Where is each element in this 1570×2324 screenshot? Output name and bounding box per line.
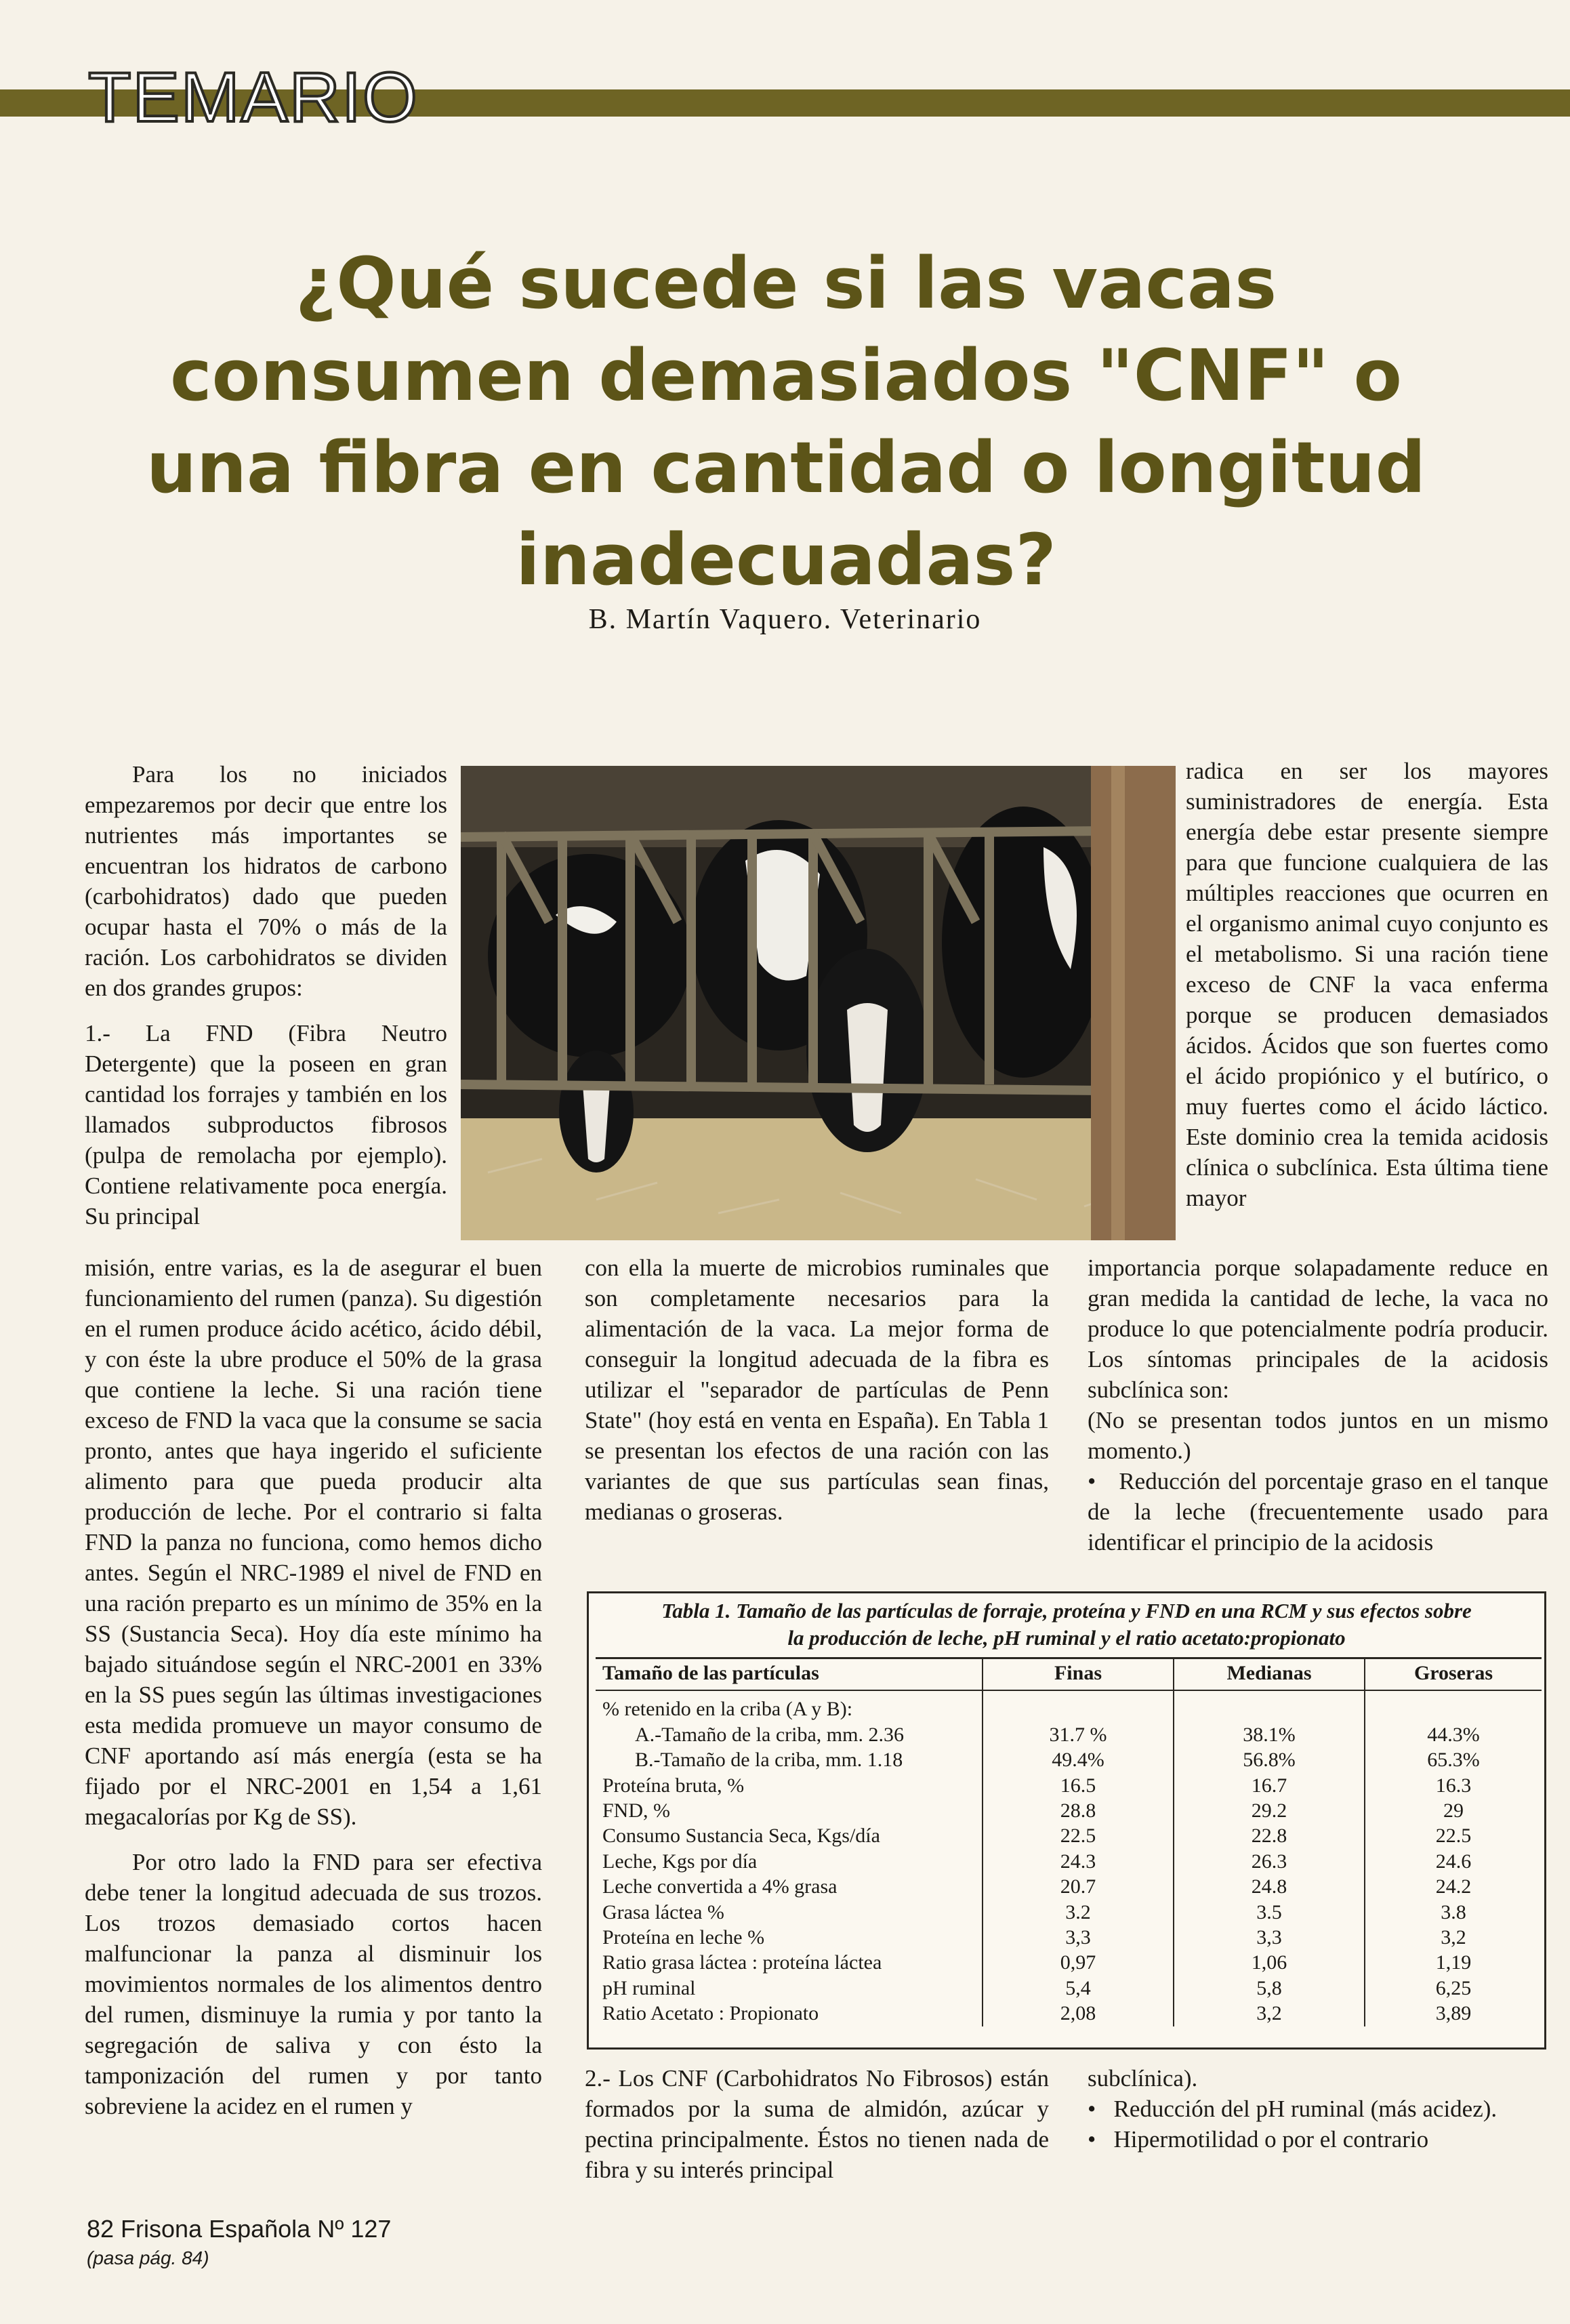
column-3-middle	[1088, 1252, 1548, 1557]
row-label: A.-Tamaño de la criba, mm. 2.36	[635, 1723, 904, 1746]
symptoms-note: (No se presentan todos juntos en un mismo momento.)	[1088, 1407, 1548, 1464]
cell-finas: 24.3	[983, 1849, 1174, 1874]
table-caption-line-1: Tabla 1. Tamaño de las partículas de forraje, proteína y FND en una RCM y sus efectos sobre	[661, 1599, 1472, 1623]
cell-groseras: 1,19	[1365, 1950, 1542, 1975]
cell-groseras	[1365, 1690, 1542, 1721]
column-2-top	[585, 1252, 1049, 1542]
fnd-paragraph-start: 1.- La FND (Fibra Neutro Detergente) que la poseen en gran cantidad los forrajes y también en los llamados subproductos fibrosos (pulpa de remolacha por ejemplo). Contiene relativamente poca energía. Su principal	[85, 1020, 447, 1229]
fiber-length-paragraph: Por otro lado la FND para ser efectiva debe tener la longitud adecuada de sus trozos. Los trozos demasiado cortos hacen malfuncionar la panza al disminuir los movimientos normales de los alimentos dentro del rumen, disminuye la rumia y por tanto la segregación de saliva y con ésto la tamponización del rumen y por tanto sobreviene la acidez en el rumen y	[85, 1849, 542, 2119]
section-label: TEMARIO	[88, 58, 419, 137]
cell-groseras: 6,25	[1365, 1976, 1542, 2001]
table-header-finas: Finas	[983, 1658, 1174, 1691]
cell-finas: 31.7 %	[983, 1722, 1174, 1747]
cnf-paragraph: 2.- Los CNF (Carbohidratos No Fibrosos) están formados por la suma de almidón, azúcar y pectina principalmente. Éstos no tienen nada de fibra y su interés principal	[585, 2065, 1049, 2183]
row-label: % retenido en la criba (A y B):	[602, 1698, 853, 1721]
table-header-row	[596, 1658, 1542, 1691]
cell-finas: 22.5	[983, 1823, 1174, 1848]
table-caption-line-2: la producción de leche, pH ruminal y el ratio acetato:propionato	[787, 1626, 1346, 1650]
cell-medianas: 38.1%	[1174, 1722, 1365, 1747]
table-row	[596, 1849, 1542, 1874]
cell-groseras: 16.3	[1365, 1773, 1542, 1798]
cell-groseras: 44.3%	[1365, 1722, 1542, 1747]
symptom-item: • Reducción del pH ruminal (más acidez).	[1088, 2094, 1548, 2124]
cell-medianas: 16.7	[1174, 1773, 1365, 1798]
cell-groseras: 3,89	[1365, 2001, 1542, 2026]
table-row	[596, 1690, 1542, 1721]
cell-medianas: 29.2	[1174, 1798, 1365, 1823]
cell-groseras: 3.8	[1365, 1900, 1542, 1925]
column-1-top	[85, 759, 447, 1231]
table-header-groseras: Groseras	[1365, 1658, 1542, 1691]
cell-finas: 3,3	[983, 1925, 1174, 1950]
table-header-particle-size: Tamaño de las partículas	[596, 1658, 983, 1691]
cell-medianas: 3,2	[1174, 2001, 1365, 2026]
table-row	[596, 1798, 1542, 1823]
cell-medianas: 1,06	[1174, 1950, 1365, 1975]
particle-size-table	[596, 1657, 1542, 2026]
row-label: Proteína bruta, %	[602, 1774, 745, 1797]
column-3-bottom	[1088, 2063, 1548, 2155]
row-label: Leche convertida a 4% grasa	[602, 1875, 838, 1898]
table-row	[596, 1900, 1542, 1925]
continued-note: (pasa pág. 84)	[87, 2247, 209, 2268]
table-row	[596, 1976, 1542, 2001]
penn-state-paragraph: con ella la muerte de microbios ruminales que son completamente necesarios para la alimentación de la vaca. La mejor forma de conseguir la longitud adecuada de la fibra es utilizar el "separador de partículas de Penn State" (hoy está en venta en España). En Tabla 1 se presentan los efectos de una ración con las variantes de que sus partículas sean finas, medianas o groseras.	[585, 1255, 1049, 1525]
row-label: Ratio grasa láctea : proteína láctea	[602, 1951, 882, 1974]
cnf-energy-paragraph: radica en ser los mayores suministradores de energía. Esta energía debe estar presente siempre para que funcione cualquiera de las múltiples reacciones que ocurren en el organismo animal cuyo conjunto es el metabolismo. Si una ración tiene exceso de CNF la vaca enferma porque se producen demasiados ácidos. Ácidos que son fuertes como el ácido propiónico y el butírico, o muy fuertes como el ácido láctico. Este dominio crea la temida acidosis clínica o subclínica. Esta última tiene mayor	[1186, 758, 1548, 1211]
article-byline: B. Martín Vaquero. Veterinario	[588, 604, 982, 635]
cell-medianas: 24.8	[1174, 1874, 1365, 1899]
cell-finas: 49.4%	[983, 1747, 1174, 1772]
table-row	[596, 1747, 1542, 1772]
cell-groseras: 65.3%	[1365, 1747, 1542, 1772]
table-row	[596, 1823, 1542, 1848]
intro-paragraph: Para los no iniciados empezaremos por decir que entre los nutrientes más importantes se encuentran los hidratos de carbono (carbohidratos) dado que pueden ocupar hasta el 70% o más de la ración. Los carbohidratos se dividen en dos grandes grupos:	[85, 761, 447, 1001]
row-label: B.-Tamaño de la criba, mm. 1.18	[635, 1749, 903, 1772]
cell-groseras: 29	[1365, 1798, 1542, 1823]
row-label: Grasa láctea %	[602, 1900, 724, 1923]
row-label: Leche, Kgs por día	[602, 1850, 758, 1873]
table-row	[596, 2001, 1542, 2026]
page-footer: 82 Frisona Española Nº 127	[87, 2215, 392, 2243]
cell-medianas: 26.3	[1174, 1849, 1365, 1874]
acidosis-paragraph: importancia porque solapadamente reduce en gran medida la cantidad de leche, la vaca no produce lo que potencialmente podría producir. Los síntomas principales de la acidosis subclínica son:	[1088, 1255, 1548, 1403]
table-row	[596, 1925, 1542, 1950]
table-caption	[589, 1593, 1544, 1657]
table-1	[587, 1591, 1546, 2050]
row-label: pH ruminal	[602, 1976, 696, 1999]
cows-feeding-illustration	[461, 766, 1176, 1240]
cell-groseras: 24.2	[1365, 1874, 1542, 1899]
row-label: Ratio Acetato : Propionato	[602, 2002, 819, 2025]
cell-groseras: 24.6	[1365, 1849, 1542, 1874]
cell-medianas: 3,3	[1174, 1925, 1365, 1950]
cell-finas	[983, 1690, 1174, 1721]
table-row	[596, 1874, 1542, 1899]
cell-finas: 0,97	[983, 1950, 1174, 1975]
row-label: Consumo Sustancia Seca, Kgs/día	[602, 1824, 880, 1848]
table-row	[596, 1773, 1542, 1798]
column-3-top	[1186, 756, 1548, 1228]
table-row	[596, 1950, 1542, 1975]
symptom-item: • Hipermotilidad o por el contrario	[1088, 2124, 1548, 2155]
column-1-bottom	[85, 1252, 542, 2136]
symptom-item-continued: subclínica).	[1088, 2065, 1198, 2092]
cell-groseras: 3,2	[1365, 1925, 1542, 1950]
row-label: FND, %	[602, 1799, 671, 1822]
cell-medianas: 56.8%	[1174, 1747, 1365, 1772]
cell-finas: 5,4	[983, 1976, 1174, 2001]
cell-finas: 16.5	[983, 1773, 1174, 1798]
row-label: Proteína en leche %	[602, 1926, 765, 1949]
symptom-item: • Reducción del porcentaje graso en el tanque de la leche (frecuentemente usado para identificar el principio de la acidosis	[1088, 1466, 1548, 1557]
table-header-medianas: Medianas	[1174, 1658, 1365, 1691]
article-title: ¿Qué sucede si las vacas consumen demasiados "CNF" o una fibra en cantidad o longitud inadecuadas?	[146, 242, 1426, 601]
cell-medianas	[1174, 1690, 1365, 1721]
column-2-bottom	[585, 2063, 1049, 2200]
cell-medianas: 3.5	[1174, 1900, 1365, 1925]
cell-finas: 28.8	[983, 1798, 1174, 1823]
cell-finas: 2,08	[983, 2001, 1174, 2026]
fnd-paragraph-continued: misión, entre varias, es la de asegurar el buen funcionamiento del rumen (panza). Su digestión en el rumen produce ácido acético, ácido débil, y con éste la ubre produce el 50% de la grasa que contiene la leche. Si una ración tiene exceso de FND la vaca que la consume se sacia pronto, antes que haya ingerido el suficiente alimento para que pueda producir alta producción de leche. Por el contrario si falta FND la panza no funciona, como hemos dicho antes. Según el NRC-1989 el nivel de FND en una ración preparto es un mínimo de 35% en la SS (Sustancia Seca). Hoy día este mínimo ha bajado situándose según el NRC-2001 en 33% en la SS pues según las últimas investigaciones esta medida promueve un mayor consumo de CNF aportando así más energía (esta se ha fijado por el NRC-2001 en 1,54 a 1,61 megacalorías por Kg de SS).	[85, 1255, 542, 1830]
cell-medianas: 22.8	[1174, 1823, 1365, 1848]
cell-medianas: 5,8	[1174, 1976, 1365, 2001]
cell-finas: 3.2	[983, 1900, 1174, 1925]
cows-feeding-photo	[461, 766, 1176, 1240]
table-row	[596, 1722, 1542, 1747]
cell-finas: 20.7	[983, 1874, 1174, 1899]
cell-groseras: 22.5	[1365, 1823, 1542, 1848]
